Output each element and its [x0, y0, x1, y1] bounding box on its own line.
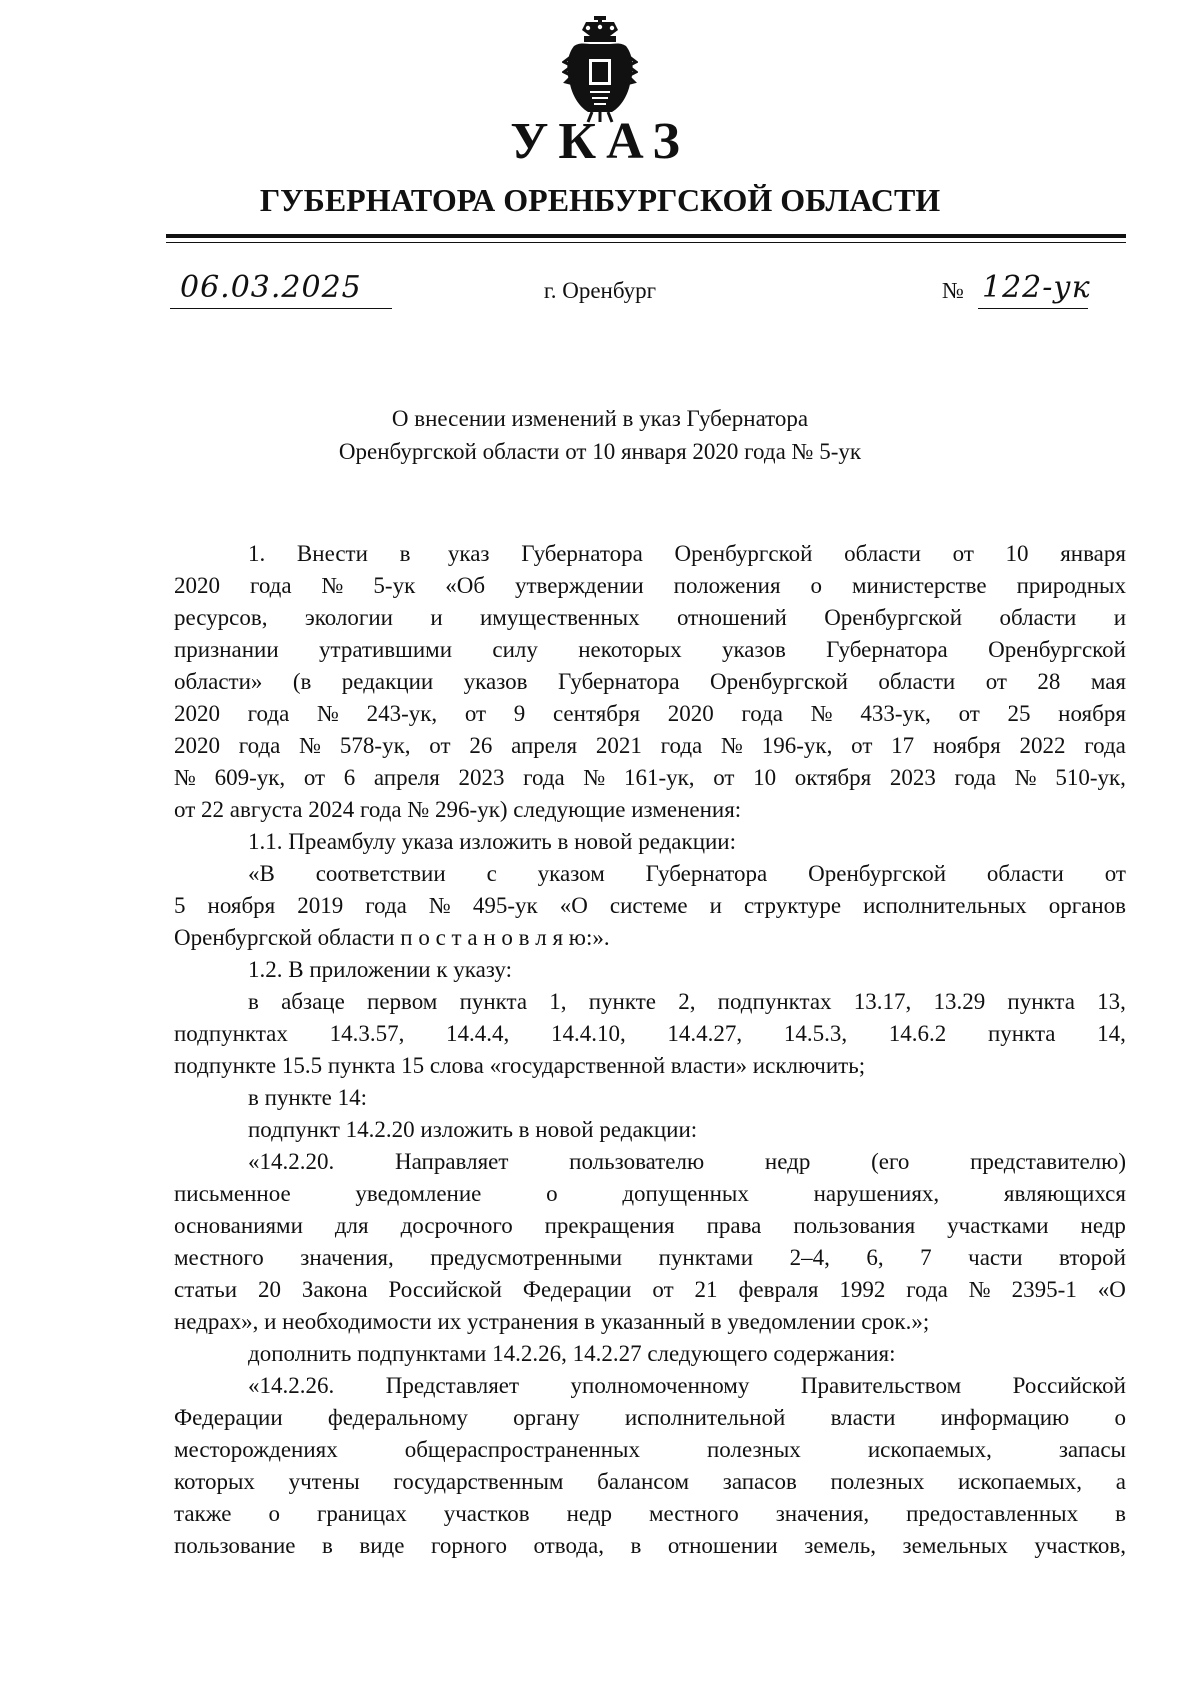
- word: власти: [830, 1405, 896, 1430]
- word: №: [968, 1277, 991, 1302]
- word: Оренбургской: [988, 637, 1126, 662]
- word: 1992: [839, 1277, 886, 1302]
- word: 7: [920, 1245, 932, 1270]
- body-line: 1.1. Преамбулу указа изложить в новой редакции:: [248, 829, 737, 854]
- word: мая: [1090, 669, 1126, 694]
- word: пользование: [174, 1533, 296, 1558]
- word: 14.3.57,: [329, 1021, 405, 1046]
- word: «О: [559, 893, 588, 918]
- word: апреля: [373, 765, 440, 790]
- word: пункта: [987, 1021, 1056, 1046]
- word: области: [986, 861, 1064, 886]
- word: учтены: [288, 1469, 360, 1494]
- word: 10: [753, 765, 777, 790]
- word: 243-ук,: [366, 701, 438, 726]
- word: отношений: [676, 605, 787, 630]
- word: Российской: [388, 1277, 502, 1302]
- word: в: [322, 1533, 333, 1558]
- word: недр: [1080, 1213, 1126, 1238]
- word: 26: [469, 733, 493, 758]
- document-body: [174, 538, 1126, 1562]
- body-line: [174, 666, 1126, 698]
- word: участков: [443, 1501, 530, 1526]
- coat-of-arms-emblem: [562, 16, 638, 124]
- word: №: [316, 701, 339, 726]
- word: ископаемых,: [958, 1469, 1083, 1494]
- word: второй: [1059, 1245, 1126, 1270]
- body-line: [174, 1178, 1126, 1210]
- word: с: [486, 861, 497, 886]
- word: полезных: [830, 1469, 925, 1494]
- word: органу: [513, 1405, 580, 1430]
- body-line: [174, 1434, 1126, 1466]
- body-line: [174, 1402, 1126, 1434]
- word: пункта: [1007, 989, 1075, 1014]
- word: досрочного: [400, 1213, 513, 1238]
- word: 196-ук,: [761, 733, 833, 758]
- word: 2020: [174, 573, 220, 598]
- word: №: [810, 701, 833, 726]
- word: 20: [257, 1277, 281, 1302]
- word: исполнительной: [624, 1405, 786, 1430]
- word: Российской: [1012, 1373, 1126, 1398]
- word: 510-ук,: [1055, 765, 1126, 790]
- word: «О: [1097, 1277, 1126, 1302]
- word: запасов: [722, 1469, 797, 1494]
- word: также: [174, 1501, 232, 1526]
- word: №: [299, 733, 322, 758]
- body-line: [174, 1370, 1126, 1402]
- word: 6,: [866, 1245, 884, 1270]
- word: ноября: [932, 733, 1001, 758]
- word: от: [652, 1277, 674, 1302]
- word: основаниями: [174, 1213, 303, 1238]
- word: предоставленных: [906, 1501, 1079, 1526]
- document-title-line: О внесении изменений в указ Губернатора: [391, 406, 809, 431]
- word: области: [844, 541, 921, 566]
- number-sign: №: [942, 278, 964, 303]
- word: письменное: [174, 1181, 291, 1206]
- word: а: [1115, 1469, 1126, 1494]
- handwritten-date: 06.03.2025: [180, 270, 362, 305]
- word: 9: [513, 701, 526, 726]
- word: органов: [1048, 893, 1126, 918]
- word: Губернатора: [521, 541, 643, 566]
- word: №: [174, 765, 196, 790]
- body-line: [174, 1210, 1126, 1242]
- word: пользования: [793, 1213, 916, 1238]
- word: в: [1115, 1501, 1126, 1526]
- word: исполнительных: [863, 893, 1027, 918]
- word: ресурсов,: [174, 605, 268, 630]
- word: №: [321, 573, 344, 598]
- word: №: [583, 765, 606, 790]
- word: 28: [1037, 669, 1061, 694]
- word: земель,: [804, 1533, 877, 1558]
- word: права: [706, 1213, 762, 1238]
- word: Внести: [296, 541, 368, 566]
- body-line: [174, 1146, 1126, 1178]
- body-line: недрах», и необходимости их устранения в указанный в уведомлении срок.»;: [174, 1309, 930, 1334]
- word: месторождениях: [174, 1437, 338, 1462]
- word: Федерации: [522, 1277, 632, 1302]
- word: редакции: [341, 669, 434, 694]
- body-line: дополнить подпунктами 14.2.26, 14.2.27 следующего содержания:: [248, 1341, 896, 1366]
- word: предусмотренными: [430, 1245, 623, 1270]
- word: 2395-1: [1011, 1277, 1077, 1302]
- word: 10: [1005, 541, 1029, 566]
- body-line: [174, 1274, 1126, 1306]
- word: января: [1060, 541, 1126, 566]
- header-rule-thick: [166, 234, 1126, 238]
- word: и: [709, 893, 722, 918]
- document-title: [0, 402, 1200, 468]
- word: участками: [947, 1213, 1049, 1238]
- word: Оренбургской: [808, 861, 947, 886]
- word: отношении: [667, 1533, 778, 1558]
- word: 14.6.2: [888, 1021, 947, 1046]
- body-line: Оренбургской области п о с т а н о в л я ю:».: [174, 925, 610, 950]
- body-line: подпункте 15.5 пункта 15 слова «государственной власти» исключить;: [174, 1053, 866, 1078]
- word: для: [334, 1213, 369, 1238]
- word: в: [630, 1533, 642, 1558]
- word: 2023: [458, 765, 505, 790]
- word: от: [303, 765, 326, 790]
- word: пункта: [459, 989, 528, 1014]
- word: имущественных: [479, 605, 640, 630]
- word: подпунктах: [174, 1021, 288, 1046]
- word: системе: [609, 893, 688, 918]
- word: соответствии: [315, 861, 446, 886]
- issuer-heading: ГУБЕРНАТОРА ОРЕНБУРГСКОЙ ОБЛАСТИ: [259, 182, 941, 218]
- word: горного: [430, 1533, 508, 1558]
- body-line: [174, 602, 1126, 634]
- body-line: подпункт 14.2.20 изложить в новой редакции:: [248, 1117, 698, 1142]
- word: отвода,: [533, 1533, 604, 1558]
- word: 495-ук: [472, 893, 538, 918]
- word: участков,: [1034, 1533, 1126, 1558]
- header-rule-thin: [166, 242, 1126, 243]
- word: значения,: [775, 1501, 870, 1526]
- word: недр: [566, 1501, 612, 1526]
- word: 13,: [1097, 989, 1126, 1014]
- word: являющихся: [1003, 1181, 1126, 1206]
- word: 25: [1007, 701, 1031, 726]
- word: 17: [891, 733, 915, 758]
- word: Представляет: [385, 1373, 520, 1398]
- word: первом: [367, 989, 438, 1014]
- word: от: [851, 733, 873, 758]
- word: от: [713, 765, 735, 790]
- word: апреля: [511, 733, 578, 758]
- body-line: [174, 570, 1126, 602]
- word: Оренбургской: [824, 605, 963, 630]
- word: утверждении: [514, 573, 644, 598]
- word: ноября: [1058, 701, 1126, 726]
- word: представителю): [970, 1149, 1126, 1174]
- word: указом: [537, 861, 605, 886]
- word: виде: [359, 1533, 405, 1558]
- word: от: [985, 669, 1007, 694]
- word: допущенных: [622, 1181, 749, 1206]
- word: Направляет: [395, 1149, 509, 1174]
- word: местного: [174, 1245, 264, 1270]
- word: 1,: [549, 989, 567, 1014]
- word: Оренбургской: [674, 541, 813, 566]
- decree-heading: УКАЗ: [510, 113, 690, 170]
- word: утратившими: [318, 637, 453, 662]
- word: 609-ук,: [214, 765, 286, 790]
- word: Губернатора: [645, 861, 768, 886]
- word: от: [1104, 861, 1126, 886]
- word: пункте: [588, 989, 656, 1014]
- word: от: [952, 541, 974, 566]
- word: в: [248, 989, 259, 1014]
- word: 578-ук,: [339, 733, 411, 758]
- word: года: [954, 765, 997, 790]
- word: структуре: [743, 893, 842, 918]
- word: 21: [694, 1277, 718, 1302]
- word: подпунктах: [717, 989, 832, 1014]
- word: области: [878, 669, 956, 694]
- word: границах: [316, 1501, 407, 1526]
- word: 1.: [248, 541, 266, 566]
- word: 161-ук,: [623, 765, 695, 790]
- word: указ: [447, 541, 490, 566]
- word: от: [464, 701, 487, 726]
- word: 433-ук,: [860, 701, 931, 726]
- word: 2020: [174, 733, 220, 758]
- word: года: [247, 701, 290, 726]
- word: ископаемых,: [867, 1437, 992, 1462]
- word: силу: [492, 637, 538, 662]
- word: 2021: [595, 733, 642, 758]
- word: уведомление: [355, 1181, 482, 1206]
- word: общераспространенных: [404, 1437, 640, 1462]
- word: 14.4.27,: [667, 1021, 743, 1046]
- word: некоторых: [578, 637, 682, 662]
- word: №: [1014, 765, 1037, 790]
- word: о: [546, 1181, 558, 1206]
- word: Оренбургской: [710, 669, 848, 694]
- word: года: [238, 733, 281, 758]
- word: нарушениях,: [813, 1181, 940, 1206]
- word: указов: [463, 669, 528, 694]
- word: Губернатора: [826, 637, 948, 662]
- word: 13.29: [933, 989, 986, 1014]
- word: года: [523, 765, 565, 790]
- word: года: [741, 701, 784, 726]
- body-line: в пункте 14:: [248, 1085, 367, 1110]
- word: 5-ук: [373, 573, 416, 598]
- word: указов: [721, 637, 786, 662]
- word: земельных: [902, 1533, 1008, 1558]
- word: года: [660, 733, 703, 758]
- word: от: [958, 701, 980, 726]
- body-line: [174, 538, 1126, 570]
- word: уполномоченному: [570, 1373, 750, 1398]
- word: (в: [292, 669, 312, 694]
- word: и: [1113, 605, 1126, 630]
- body-line: [174, 730, 1126, 762]
- word: балансом: [597, 1469, 690, 1494]
- word: 14.4.4,: [446, 1021, 510, 1046]
- word: ноября: [207, 893, 276, 918]
- word: 2–4,: [789, 1245, 830, 1270]
- word: года: [249, 573, 292, 598]
- body-line: [174, 762, 1126, 794]
- number-underline: [978, 270, 1091, 309]
- word: №: [428, 893, 451, 918]
- word: и: [430, 605, 443, 630]
- word: значения,: [300, 1245, 394, 1270]
- word: части: [968, 1245, 1023, 1270]
- word: 2022: [1019, 733, 1066, 758]
- word: Правительством: [800, 1373, 962, 1398]
- word: 2,: [678, 989, 696, 1014]
- body-line: [174, 1242, 1126, 1274]
- word: «В: [248, 861, 275, 886]
- word: в: [399, 541, 417, 566]
- body-line: [174, 1466, 1126, 1498]
- word: 14.5.3,: [783, 1021, 848, 1046]
- body-line: [174, 986, 1126, 1018]
- word: 6: [343, 765, 356, 790]
- word: 14.4.10,: [550, 1021, 626, 1046]
- word: области: [999, 605, 1077, 630]
- word: о: [268, 1501, 280, 1526]
- word: сентября: [552, 701, 641, 726]
- body-line: [174, 698, 1126, 730]
- word: года: [1084, 733, 1126, 758]
- word: признании: [174, 637, 279, 662]
- word: прекращения: [544, 1213, 675, 1238]
- word: министерстве: [851, 573, 987, 598]
- word: абзаце: [281, 989, 345, 1014]
- word: которых: [174, 1469, 255, 1494]
- word: природных: [1016, 573, 1126, 598]
- word: пунктами: [658, 1245, 754, 1270]
- word: Федерации: [174, 1405, 283, 1430]
- word: о: [1114, 1405, 1126, 1430]
- word: запасы: [1058, 1437, 1126, 1462]
- word: полезных: [706, 1437, 801, 1462]
- word: года: [365, 893, 407, 918]
- word: местного: [648, 1501, 739, 1526]
- word: области»: [174, 669, 263, 694]
- word: февраля: [738, 1277, 819, 1302]
- word: федеральному: [327, 1405, 468, 1430]
- word: информацию: [940, 1405, 1070, 1430]
- word: Закона: [301, 1277, 368, 1302]
- word: года: [906, 1277, 948, 1302]
- body-line: [174, 1018, 1126, 1050]
- body-line: 1.2. В приложении к указу:: [248, 957, 512, 982]
- word: «Об: [445, 573, 486, 598]
- word: (его: [871, 1149, 910, 1174]
- body-line: [174, 858, 1126, 890]
- word: Губернатора: [557, 669, 680, 694]
- word: недр: [764, 1149, 811, 1174]
- word: о: [810, 573, 823, 598]
- word: статьи: [174, 1277, 238, 1302]
- word: 2019: [297, 893, 344, 918]
- body-line: [174, 890, 1126, 922]
- body-line: от 22 августа 2024 года № 296-ук) следующие изменения:: [174, 797, 742, 822]
- word: №: [721, 733, 743, 758]
- document-title-line: Оренбургской области от 10 января 2020 года № 5-ук: [338, 439, 862, 464]
- word: «14.2.20.: [248, 1149, 335, 1174]
- word: октября: [794, 765, 872, 790]
- word: 2020: [174, 701, 220, 726]
- word: экологии: [304, 605, 393, 630]
- word: 14,: [1097, 1021, 1126, 1046]
- body-line: [174, 1498, 1126, 1530]
- word: пользователю: [569, 1149, 705, 1174]
- word: 13.17,: [853, 989, 912, 1014]
- word: от: [429, 733, 451, 758]
- word: положения: [673, 573, 781, 598]
- word: 2020: [667, 701, 714, 726]
- word: государственным: [393, 1469, 564, 1494]
- body-line: [174, 1530, 1126, 1562]
- handwritten-number: 122-ук: [982, 270, 1091, 305]
- word: 2023: [889, 765, 936, 790]
- body-line: [174, 634, 1126, 666]
- word: «14.2.26.: [248, 1373, 335, 1398]
- city-label: г. Оренбург: [543, 278, 657, 303]
- word: 5: [174, 893, 186, 918]
